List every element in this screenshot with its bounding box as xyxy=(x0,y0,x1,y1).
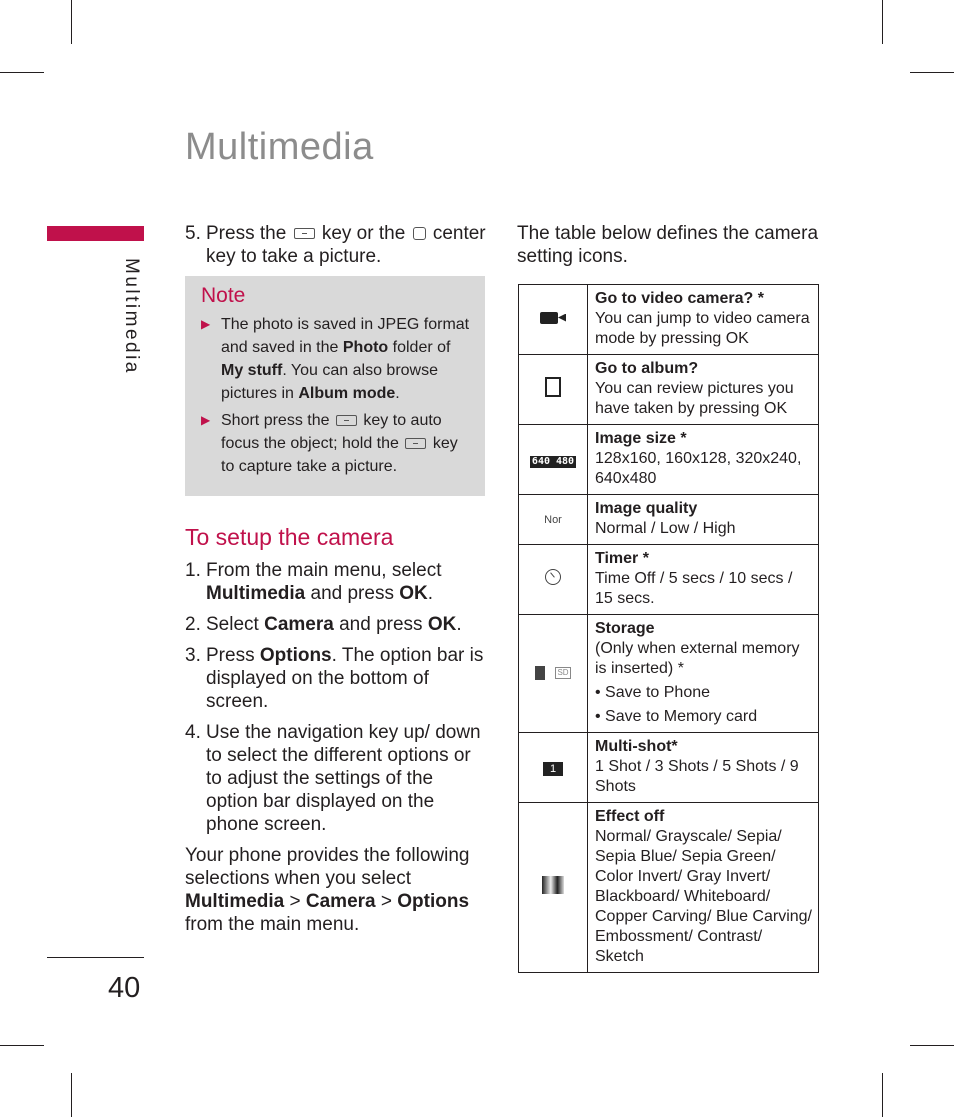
video-camera-icon xyxy=(540,309,566,325)
soft-key-icon xyxy=(294,228,315,239)
table-row: Nor Image quality Normal / Low / High xyxy=(519,495,819,545)
step-3: 3. Press Options. The option bar is displayed on the bottom of screen. xyxy=(185,645,484,712)
table-row: 640 480 Image size * 128x160, 160x128, 320x240, 640x480 xyxy=(519,425,819,495)
step-4: 4. Use the navigation key up/ down to select the different options or to adjust the settings of the option bar displayed on the phone screen. xyxy=(185,722,481,835)
step-2: 2. Select Camera and press OK. xyxy=(185,614,462,635)
center-key-icon xyxy=(413,227,426,240)
soft-key-icon xyxy=(336,415,357,426)
note-item: ▶ Short press the key to auto focus the object; hold the key to capture take a picture. xyxy=(201,409,471,478)
timer-icon xyxy=(545,569,561,585)
table-row: 1 Multi-shot* 1 Shot / 3 Shots / 5 Shots / 9 Shots xyxy=(519,733,819,803)
crop-mark xyxy=(910,72,954,73)
arrow-bullet-icon: ▶ xyxy=(201,413,211,427)
note-title: Note xyxy=(201,284,246,307)
crop-mark xyxy=(71,1073,72,1117)
table-intro: The table below defines the camera setting icons. xyxy=(517,223,819,267)
table-row: Go to album? You can review pictures you have taken by pressing OK xyxy=(519,355,819,425)
side-accent-bar xyxy=(47,226,144,241)
crop-mark xyxy=(0,1045,44,1046)
page-number: 40 xyxy=(108,972,141,1004)
phone-memory-icon xyxy=(535,666,545,680)
step-1: 1. From the main menu, select Multimedia and press OK. xyxy=(185,560,442,604)
soft-key-icon xyxy=(405,438,426,449)
table-row: SD Storage (Only when external memory is inserted) * • Save to Phone • Save to Memory card xyxy=(519,615,819,733)
crop-mark xyxy=(910,1045,954,1046)
crop-mark xyxy=(71,0,72,44)
note-box xyxy=(185,276,485,496)
memory-card-icon: SD xyxy=(555,667,571,679)
options-paragraph: Your phone provides the following selections when you select Multimedia > Camera > Options from the main menu. xyxy=(185,845,470,935)
effect-icon xyxy=(542,876,564,894)
side-section-label: Multimedia xyxy=(121,258,142,375)
page-number-rule xyxy=(47,957,144,958)
table-row: Timer * Time Off / 5 secs / 10 secs / 15 secs. xyxy=(519,545,819,615)
section-heading: To setup the camera xyxy=(185,524,394,550)
camera-settings-table xyxy=(518,284,819,973)
note-item: ▶ The photo is saved in JPEG format and saved in the Photo folder of My stuff. You can also browse pictures in Album mode. xyxy=(201,313,471,405)
step-5: 5. Press the key or the center key to take a picture. xyxy=(185,223,486,267)
right-column xyxy=(517,222,822,268)
arrow-bullet-icon: ▶ xyxy=(201,317,211,331)
page-title: Multimedia xyxy=(185,126,374,168)
table-row: Go to video camera? * You can jump to video camera mode by pressing OK xyxy=(519,285,819,355)
crop-mark xyxy=(882,0,883,44)
album-icon xyxy=(545,377,561,397)
image-quality-icon: Nor xyxy=(544,514,562,526)
image-size-icon: 640 480 xyxy=(531,455,575,467)
crop-mark xyxy=(0,72,44,73)
crop-mark xyxy=(882,1073,883,1117)
left-column xyxy=(185,222,487,936)
multi-shot-icon: 1 xyxy=(543,762,563,776)
table-row: Effect off Normal/ Grayscale/ Sepia/ Sepia Blue/ Sepia Green/ Color Invert/ Gray Invert/ Blackboard/ Whiteboard/ Copper Carving/ Blue Carving/ Embossment/ Contrast/ Sketch xyxy=(519,803,819,973)
